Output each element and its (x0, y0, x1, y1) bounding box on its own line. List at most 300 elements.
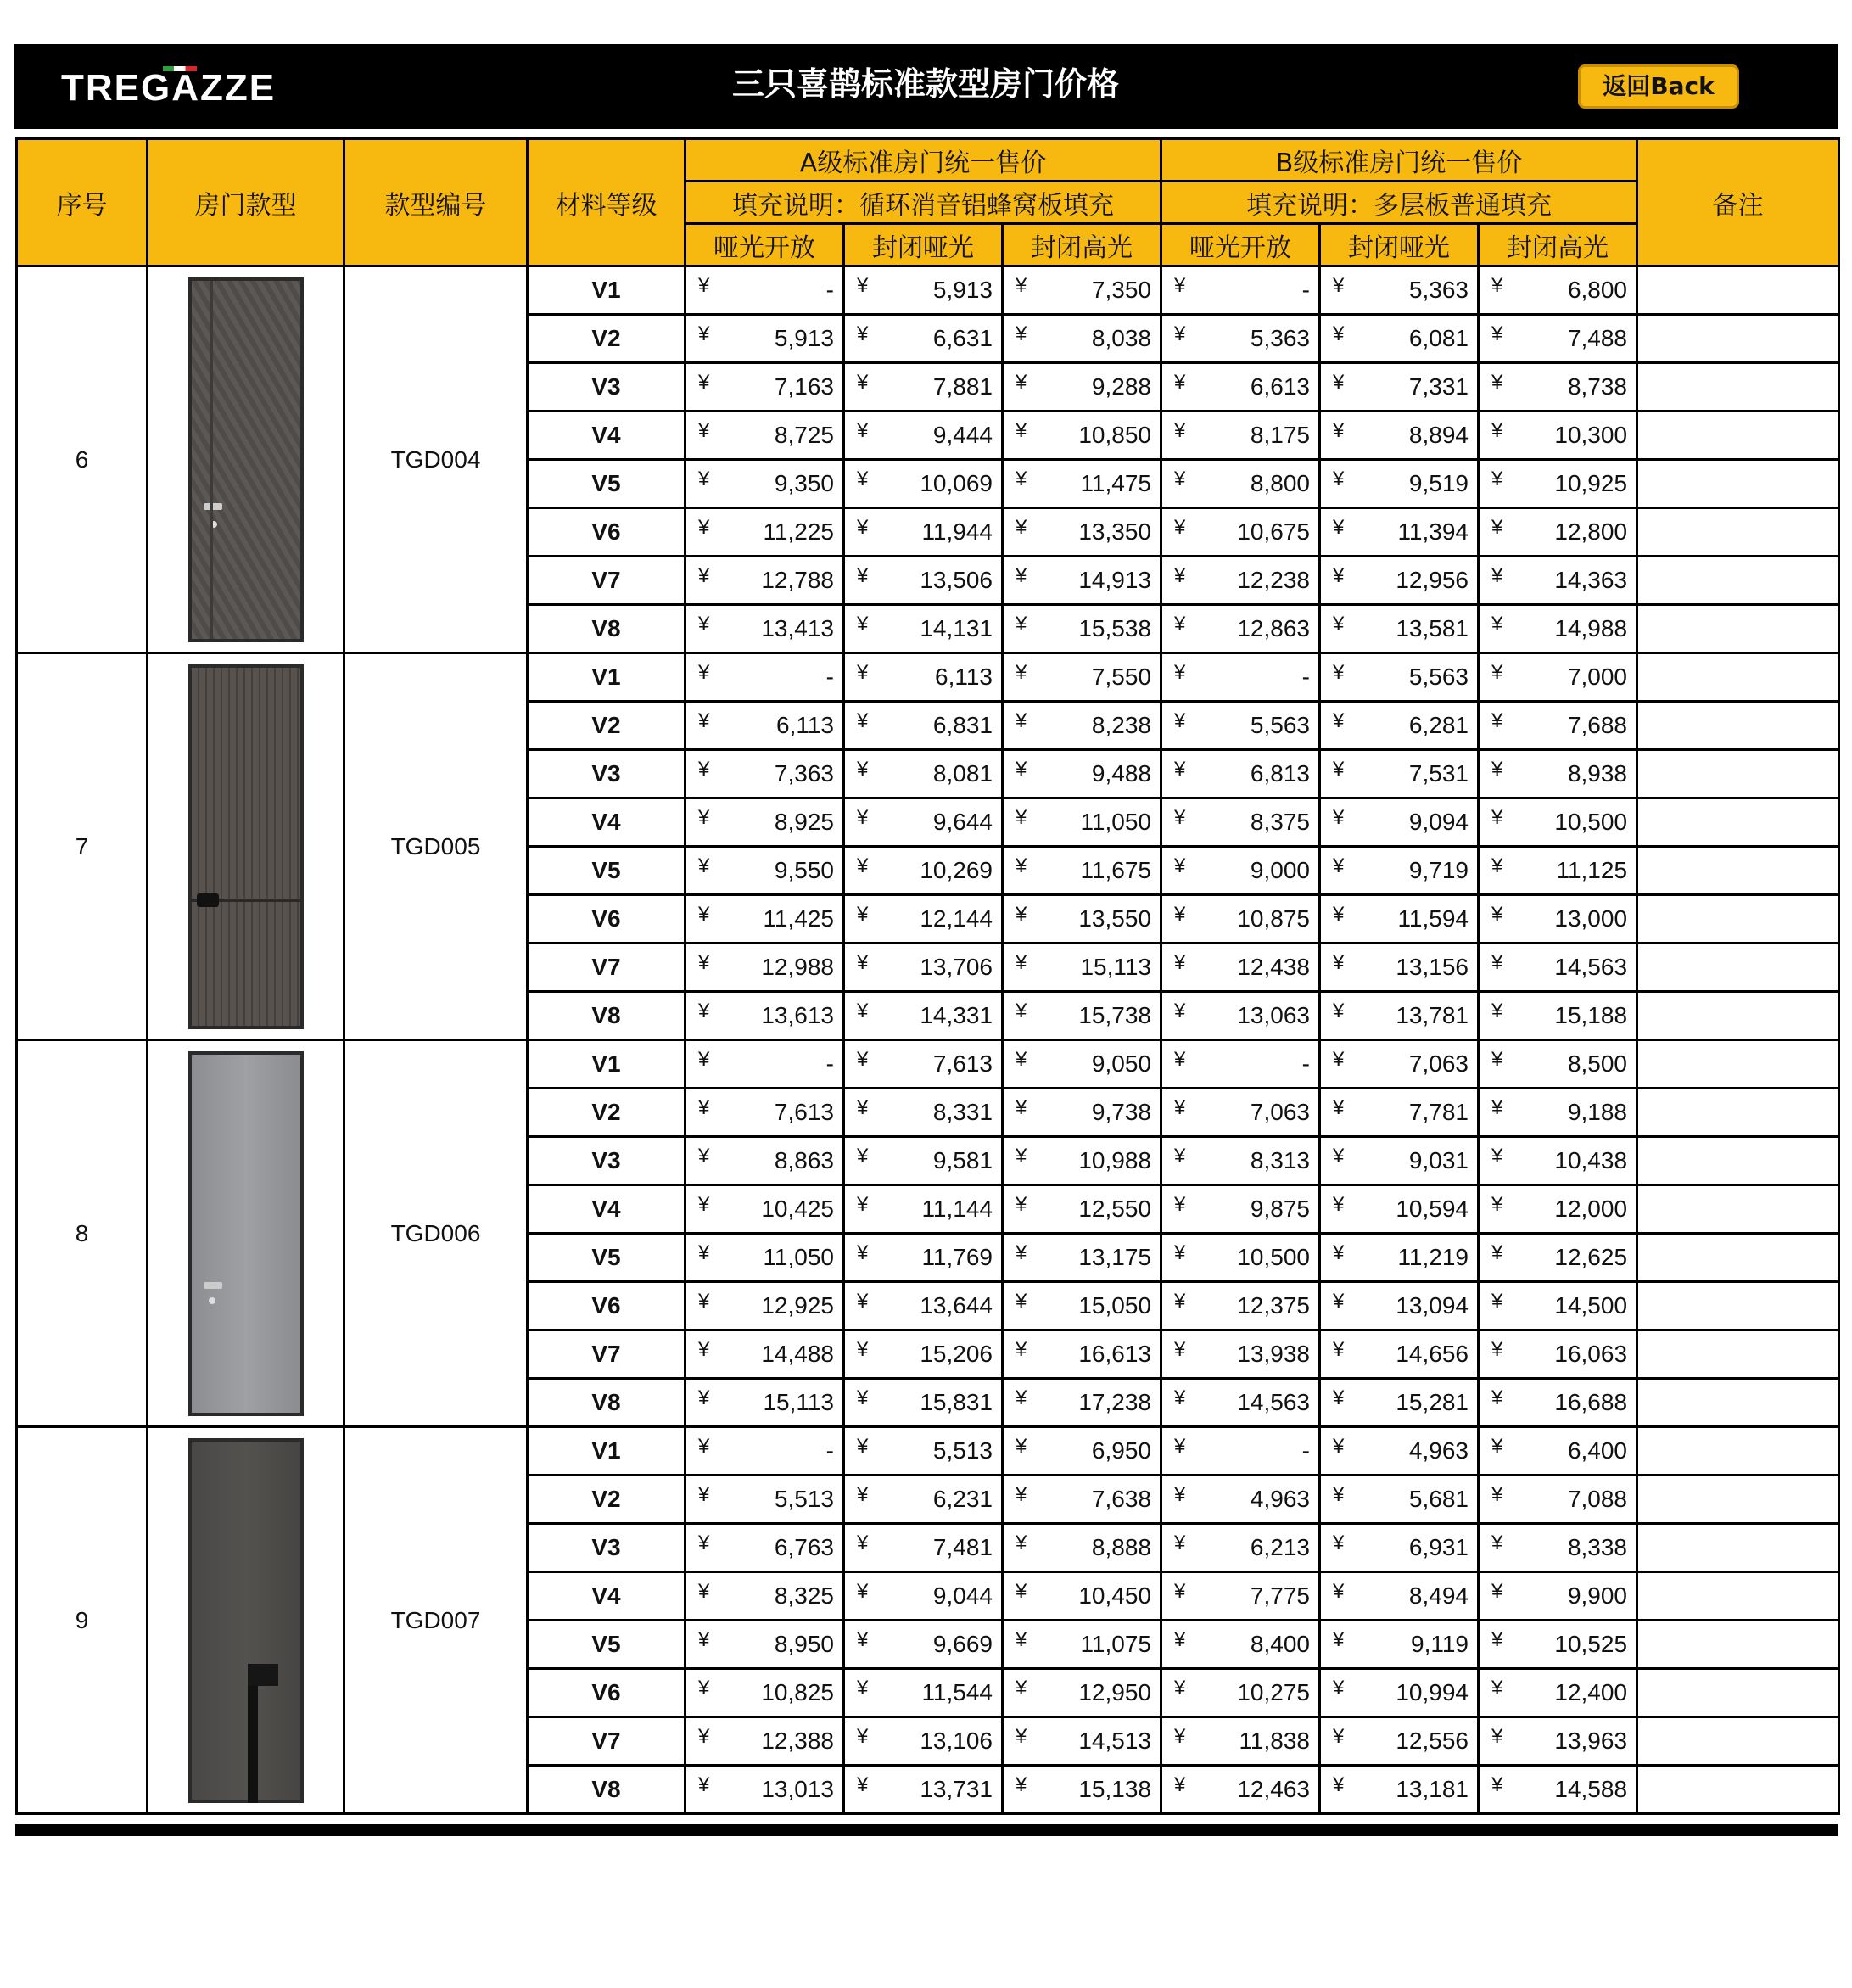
price-value: 10,988 (1078, 1147, 1151, 1173)
price-value: 13,781 (1396, 1002, 1469, 1028)
price-cell (685, 1427, 844, 1476)
price-value: 8,375 (1250, 809, 1310, 835)
price-cell (1320, 1717, 1479, 1766)
price-cell (1003, 1234, 1161, 1282)
currency-symbol: ¥ (1016, 854, 1027, 877)
currency-symbol: ¥ (1016, 322, 1027, 345)
price-cell (1003, 412, 1161, 460)
price-cell (844, 1669, 1003, 1717)
currency-symbol: ¥ (698, 1435, 710, 1458)
header-b-finish-3: 封闭高光 (1479, 224, 1637, 266)
material-grade: V3 (528, 1137, 685, 1185)
door-image-cell (148, 266, 344, 653)
price-value: 8,494 (1408, 1582, 1469, 1609)
currency-symbol: ¥ (857, 1580, 869, 1603)
price-cell (1479, 1185, 1637, 1234)
price-cell (1161, 895, 1320, 944)
price-cell (1161, 944, 1320, 992)
price-table-body (17, 266, 1839, 1814)
price-value: 11,050 (763, 1244, 834, 1270)
currency-symbol: ¥ (1491, 322, 1503, 345)
currency-symbol: ¥ (1174, 1677, 1186, 1700)
currency-symbol: ¥ (698, 419, 710, 442)
price-cell (1479, 1524, 1637, 1572)
currency-symbol: ¥ (1333, 1435, 1345, 1458)
currency-symbol: ¥ (1016, 709, 1027, 732)
price-cell (1003, 1427, 1161, 1476)
price-cell (1320, 1282, 1479, 1330)
price-cell (1003, 1717, 1161, 1766)
currency-symbol: ¥ (1016, 468, 1027, 490)
price-value: 13,156 (1396, 954, 1469, 980)
price-value: 8,500 (1567, 1050, 1628, 1077)
price-cell (1320, 266, 1479, 315)
currency-symbol: ¥ (698, 274, 710, 297)
currency-symbol: ¥ (1491, 1096, 1503, 1119)
price-value: 9,900 (1567, 1582, 1628, 1609)
price-cell (1479, 1137, 1637, 1185)
price-cell (1161, 992, 1320, 1040)
price-cell (844, 605, 1003, 653)
currency-symbol: ¥ (1333, 468, 1345, 490)
currency-symbol: ¥ (857, 371, 869, 394)
currency-symbol: ¥ (857, 1532, 869, 1554)
currency-symbol: ¥ (1016, 1048, 1027, 1071)
price-cell (1161, 1717, 1320, 1766)
price-value: 6,081 (1408, 325, 1469, 351)
price-cell (1003, 1572, 1161, 1621)
price-cell (685, 992, 844, 1040)
material-grade: V7 (528, 557, 685, 605)
price-value: 8,313 (1250, 1147, 1310, 1173)
header-b-finish-1: 哑光开放 (1161, 224, 1320, 266)
price-value: 7,163 (774, 373, 834, 400)
price-value: 9,188 (1567, 1099, 1628, 1125)
price-cell (1479, 944, 1637, 992)
currency-symbol: ¥ (698, 1096, 710, 1119)
price-cell (685, 1476, 844, 1524)
material-grade: V1 (528, 1040, 685, 1089)
header-group-b: B级标准房门统一售价 (1161, 139, 1637, 182)
price-cell (1003, 1379, 1161, 1427)
currency-symbol: ¥ (1333, 1338, 1345, 1361)
currency-symbol: ¥ (698, 1193, 710, 1216)
currency-symbol: ¥ (698, 1000, 710, 1022)
price-cell (1003, 605, 1161, 653)
currency-symbol: ¥ (1174, 468, 1186, 490)
currency-symbol: ¥ (1016, 516, 1027, 539)
price-cell (844, 653, 1003, 702)
price-value: 15,113 (1080, 954, 1151, 980)
price-cell (1003, 1185, 1161, 1234)
currency-symbol: ¥ (1333, 1483, 1345, 1506)
remark-cell (1637, 266, 1839, 315)
currency-symbol: ¥ (1174, 1096, 1186, 1119)
price-cell (1003, 1669, 1161, 1717)
currency-symbol: ¥ (698, 1483, 710, 1506)
price-cell (1161, 1089, 1320, 1137)
header-b-finish-2: 封闭哑光 (1320, 224, 1479, 266)
currency-symbol: ¥ (857, 419, 869, 442)
price-cell (1161, 847, 1320, 895)
price-cell (1161, 1234, 1320, 1282)
currency-symbol: ¥ (1174, 1580, 1186, 1603)
currency-symbol: ¥ (1174, 758, 1186, 781)
currency-symbol: ¥ (1016, 903, 1027, 926)
currency-symbol: ¥ (1491, 613, 1503, 636)
price-value: 8,888 (1091, 1534, 1151, 1560)
price-cell (1003, 798, 1161, 847)
price-cell (1320, 315, 1479, 363)
price-cell (1320, 557, 1479, 605)
remark-cell (1637, 315, 1839, 363)
price-cell (1320, 1766, 1479, 1814)
price-value: 7,481 (932, 1534, 993, 1560)
price-cell (685, 1669, 844, 1717)
currency-symbol: ¥ (1174, 1628, 1186, 1651)
material-grade: V3 (528, 750, 685, 798)
price-value: 11,544 (921, 1679, 993, 1705)
currency-symbol: ¥ (698, 371, 710, 394)
currency-symbol: ¥ (1333, 1096, 1345, 1119)
price-value: 11,225 (763, 518, 834, 545)
material-grade: V4 (528, 412, 685, 460)
door-image-cell (148, 1040, 344, 1427)
price-cell (1479, 1379, 1637, 1427)
currency-symbol: ¥ (1174, 1145, 1186, 1168)
price-cell (844, 1040, 1003, 1089)
price-value: 7,550 (1091, 664, 1151, 690)
remark-cell (1637, 363, 1839, 412)
price-cell (1320, 750, 1479, 798)
price-value: 15,831 (920, 1389, 993, 1415)
price-value: 13,706 (920, 954, 993, 980)
price-value: 12,788 (761, 567, 834, 593)
currency-symbol: ¥ (698, 322, 710, 345)
currency-symbol: ¥ (1016, 1483, 1027, 1506)
remark-cell (1637, 557, 1839, 605)
currency-symbol: ¥ (698, 903, 710, 926)
price-value: 11,394 (1397, 518, 1469, 545)
price-cell (1161, 557, 1320, 605)
remark-cell (1637, 1476, 1839, 1524)
price-cell (1320, 1476, 1479, 1524)
header-remark: 备注 (1637, 139, 1839, 266)
header-a-finish-3: 封闭高光 (1003, 224, 1161, 266)
logo-text: TREGAZZE (61, 67, 277, 109)
currency-symbol: ¥ (1174, 1532, 1186, 1554)
price-value: 5,913 (774, 325, 834, 351)
price-cell (1003, 1476, 1161, 1524)
currency-symbol: ¥ (1491, 419, 1503, 442)
price-value: 7,350 (1091, 277, 1151, 303)
price-cell (1479, 1282, 1637, 1330)
price-value: 7,531 (1408, 760, 1469, 787)
price-value: 13,644 (920, 1292, 993, 1319)
page-header (14, 44, 1838, 129)
currency-symbol: ¥ (1174, 951, 1186, 974)
currency-symbol: ¥ (1174, 709, 1186, 732)
price-cell (685, 460, 844, 508)
price-cell (1479, 895, 1637, 944)
currency-symbol: ¥ (1333, 661, 1345, 684)
price-cell (844, 1282, 1003, 1330)
price-value: 11,125 (1556, 857, 1628, 883)
price-cell (1320, 1330, 1479, 1379)
price-cell (1003, 702, 1161, 750)
currency-symbol: ¥ (857, 1483, 869, 1506)
price-value: 10,069 (920, 470, 993, 496)
currency-symbol: ¥ (1016, 274, 1027, 297)
price-value: 14,656 (1396, 1341, 1469, 1367)
price-cell (844, 847, 1003, 895)
price-cell (1479, 460, 1637, 508)
price-value: 13,963 (1554, 1728, 1628, 1754)
currency-symbol: ¥ (1174, 1290, 1186, 1313)
price-value: 8,081 (932, 760, 993, 787)
currency-symbol: ¥ (1016, 1725, 1027, 1748)
price-cell (1320, 1234, 1479, 1282)
price-cell (685, 557, 844, 605)
price-value: 6,800 (1567, 277, 1628, 303)
currency-symbol: ¥ (857, 806, 869, 829)
price-cell (1320, 1089, 1479, 1137)
currency-symbol: ¥ (857, 951, 869, 974)
price-value: 14,563 (1237, 1389, 1310, 1415)
header-group-a-fill: 填充说明：循环消音铝蜂窝板填充 (685, 182, 1161, 224)
price-cell (844, 1330, 1003, 1379)
price-value: 8,175 (1250, 422, 1310, 448)
price-cell (685, 1621, 844, 1669)
remark-cell (1637, 1427, 1839, 1476)
remark-cell (1637, 895, 1839, 944)
price-cell (1161, 1379, 1320, 1427)
price-cell (844, 1572, 1003, 1621)
price-value: 12,925 (761, 1292, 834, 1319)
currency-symbol: ¥ (1491, 1193, 1503, 1216)
currency-symbol: ¥ (857, 1338, 869, 1361)
price-value: 12,556 (1396, 1728, 1469, 1754)
currency-symbol: ¥ (1333, 1773, 1345, 1796)
price-value: 8,038 (1091, 325, 1151, 351)
price-value: 4,963 (1250, 1486, 1310, 1512)
currency-symbol: ¥ (1491, 903, 1503, 926)
material-grade: V7 (528, 1330, 685, 1379)
price-value: 15,050 (1078, 1292, 1151, 1319)
currency-symbol: ¥ (857, 1773, 869, 1796)
price-value: 8,238 (1091, 712, 1151, 738)
price-value: 15,206 (920, 1341, 993, 1367)
price-value: 7,063 (1250, 1099, 1310, 1125)
price-cell (1320, 1379, 1479, 1427)
price-value: 17,238 (1078, 1389, 1151, 1415)
price-value: 10,438 (1554, 1147, 1628, 1173)
price-cell (685, 1330, 844, 1379)
price-value: 8,863 (774, 1147, 834, 1173)
material-grade: V4 (528, 1185, 685, 1234)
currency-symbol: ¥ (1333, 1145, 1345, 1168)
price-cell (1003, 1766, 1161, 1814)
door-groove (210, 281, 213, 639)
price-value: 9,444 (932, 422, 993, 448)
price-cell (1479, 702, 1637, 750)
price-value: 13,000 (1554, 905, 1628, 932)
back-button[interactable]: 返回Back (1578, 64, 1739, 109)
price-value: 9,488 (1091, 760, 1151, 787)
price-cell (844, 412, 1003, 460)
price-cell (844, 944, 1003, 992)
price-cell (1479, 508, 1637, 557)
price-value: 12,388 (761, 1728, 834, 1754)
material-grade: V6 (528, 1282, 685, 1330)
currency-symbol: ¥ (1333, 1290, 1345, 1313)
currency-symbol: ¥ (1174, 1725, 1186, 1748)
price-value: 7,000 (1567, 664, 1628, 690)
currency-symbol: ¥ (698, 1048, 710, 1071)
price-value: 13,550 (1078, 905, 1151, 932)
price-value: 8,894 (1408, 422, 1469, 448)
material-grade: V5 (528, 847, 685, 895)
currency-symbol: ¥ (1491, 1532, 1503, 1554)
price-value: - (1301, 664, 1310, 690)
price-value: 12,800 (1554, 518, 1628, 545)
price-value: 7,775 (1250, 1582, 1310, 1609)
remark-cell (1637, 992, 1839, 1040)
material-grade: V2 (528, 1089, 685, 1137)
currency-symbol: ¥ (1016, 1773, 1027, 1796)
price-cell (1320, 412, 1479, 460)
currency-symbol: ¥ (698, 1628, 710, 1651)
price-cell (1479, 750, 1637, 798)
price-cell (1161, 605, 1320, 653)
price-cell (1003, 992, 1161, 1040)
price-cell (1161, 1669, 1320, 1717)
price-value: 13,013 (761, 1776, 834, 1802)
price-value: 7,781 (1408, 1099, 1469, 1125)
price-value: 5,913 (932, 277, 993, 303)
price-value: 11,425 (763, 905, 834, 932)
price-value: 9,644 (932, 809, 993, 835)
price-cell (1161, 315, 1320, 363)
price-cell (1003, 895, 1161, 944)
price-cell (1320, 1524, 1479, 1572)
currency-symbol: ¥ (1174, 661, 1186, 684)
door-light-grey-image (188, 1051, 304, 1416)
material-grade: V1 (528, 653, 685, 702)
currency-symbol: ¥ (857, 274, 869, 297)
price-value: 8,738 (1567, 373, 1628, 400)
material-grade: V5 (528, 460, 685, 508)
currency-symbol: ¥ (1016, 758, 1027, 781)
currency-symbol: ¥ (1333, 1725, 1345, 1748)
currency-symbol: ¥ (1174, 516, 1186, 539)
currency-symbol: ¥ (1016, 1628, 1027, 1651)
currency-symbol: ¥ (1491, 854, 1503, 877)
currency-symbol: ¥ (1491, 951, 1503, 974)
currency-symbol: ¥ (1333, 709, 1345, 732)
currency-symbol: ¥ (1333, 322, 1345, 345)
remark-cell (1637, 508, 1839, 557)
price-cell (1003, 1282, 1161, 1330)
price-cell (1161, 1766, 1320, 1814)
price-cell (1479, 1040, 1637, 1089)
price-value: 12,863 (1237, 615, 1310, 641)
remark-cell (1637, 1621, 1839, 1669)
price-value: 6,613 (1250, 373, 1310, 400)
price-value: 12,144 (920, 905, 993, 932)
currency-symbol: ¥ (698, 1580, 710, 1603)
price-value: 8,400 (1250, 1631, 1310, 1657)
price-cell (1479, 1330, 1637, 1379)
price-value: 12,550 (1078, 1196, 1151, 1222)
price-value: 9,581 (932, 1147, 993, 1173)
currency-symbol: ¥ (698, 1725, 710, 1748)
price-cell (1479, 266, 1637, 315)
currency-symbol: ¥ (857, 1386, 869, 1409)
price-cell (844, 1524, 1003, 1572)
remark-cell (1637, 750, 1839, 798)
currency-symbol: ¥ (1491, 1386, 1503, 1409)
currency-symbol: ¥ (1016, 1290, 1027, 1313)
price-cell (1161, 363, 1320, 412)
price-value: 16,688 (1554, 1389, 1628, 1415)
header-a-finish-1: 哑光开放 (685, 224, 844, 266)
price-value: 10,425 (761, 1196, 834, 1222)
currency-symbol: ¥ (1491, 1725, 1503, 1748)
currency-symbol: ¥ (698, 468, 710, 490)
currency-symbol: ¥ (1016, 1386, 1027, 1409)
price-value: 11,219 (1397, 1244, 1469, 1270)
price-cell (844, 750, 1003, 798)
price-value: - (1301, 1050, 1310, 1077)
currency-symbol: ¥ (857, 709, 869, 732)
currency-symbol: ¥ (857, 1096, 869, 1119)
currency-symbol: ¥ (1491, 661, 1503, 684)
door-image-cell (148, 1427, 344, 1814)
remark-cell (1637, 1040, 1839, 1089)
currency-symbol: ¥ (1333, 903, 1345, 926)
material-grade: V6 (528, 895, 685, 944)
price-value: 11,675 (1080, 857, 1151, 883)
price-cell (1320, 508, 1479, 557)
price-value: 11,944 (921, 518, 993, 545)
currency-symbol: ¥ (1174, 1048, 1186, 1071)
door-handle-icon (204, 503, 222, 510)
price-cell (685, 1089, 844, 1137)
material-grade: V5 (528, 1234, 685, 1282)
price-value: 9,288 (1091, 373, 1151, 400)
price-cell (1003, 944, 1161, 992)
price-value: - (825, 1437, 834, 1464)
price-value: 8,725 (774, 422, 834, 448)
price-cell (1479, 847, 1637, 895)
header-grade: 材料等级 (528, 139, 685, 266)
price-cell (685, 1282, 844, 1330)
price-value: 12,400 (1554, 1679, 1628, 1705)
price-value: - (825, 664, 834, 690)
price-value: 10,994 (1396, 1679, 1469, 1705)
price-cell (844, 1234, 1003, 1282)
price-cell (844, 1089, 1003, 1137)
price-cell (1003, 1089, 1161, 1137)
price-value: 9,550 (774, 857, 834, 883)
price-cell (1161, 702, 1320, 750)
currency-symbol: ¥ (1174, 854, 1186, 877)
currency-symbol: ¥ (1491, 1241, 1503, 1264)
price-cell (844, 557, 1003, 605)
price-cell (844, 460, 1003, 508)
currency-symbol: ¥ (1491, 709, 1503, 732)
